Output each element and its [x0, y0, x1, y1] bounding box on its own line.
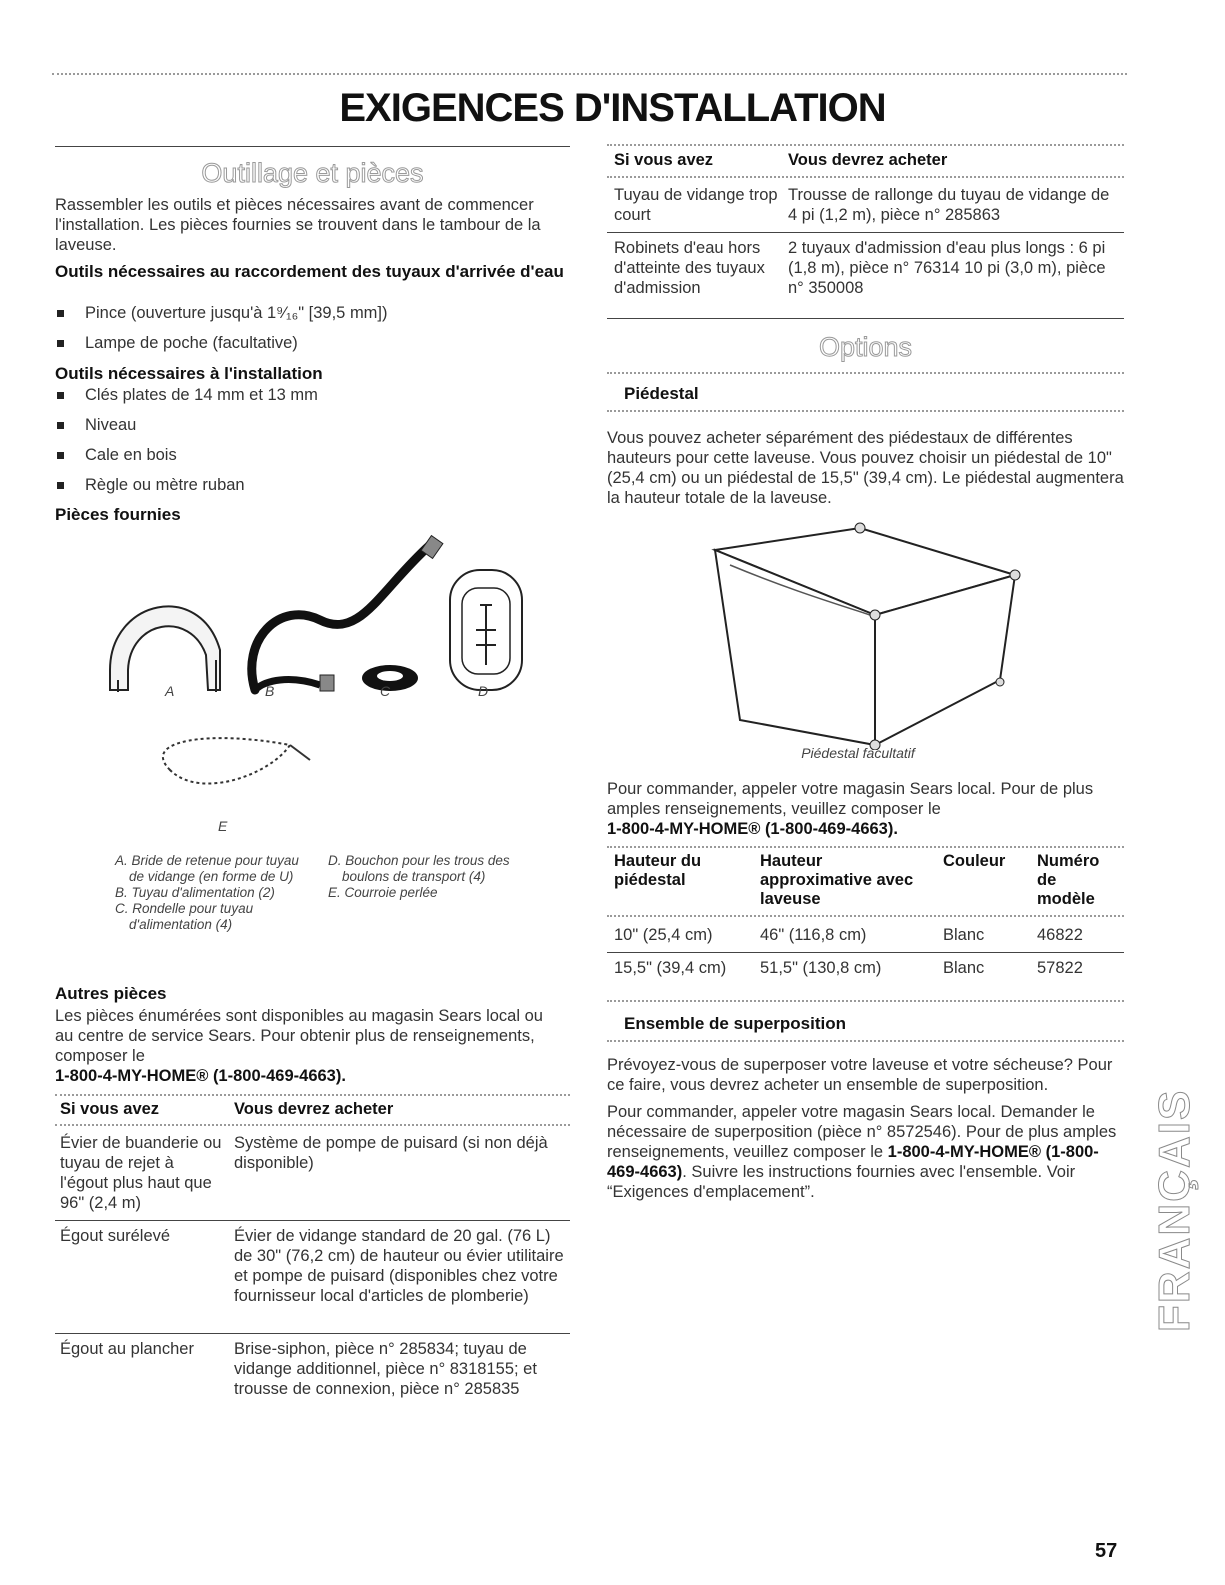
table-cell: Blanc: [943, 926, 985, 944]
table-header: Numéro de modèle: [1037, 852, 1100, 908]
page-number: 57: [1095, 1540, 1118, 1562]
table-header: Couleur: [943, 852, 1006, 870]
legend-item: D. Bouchon pour les trous des boulons de transport (4): [328, 853, 510, 884]
table-rule: [607, 915, 1124, 917]
table-header: Vous devrez acheter: [788, 151, 948, 169]
options-section-rule: [607, 318, 1124, 319]
table-row-divider: [607, 232, 1124, 233]
subheading-rule: [607, 1040, 1124, 1042]
table-cell: Tuyau de vidange trop court: [614, 186, 778, 224]
table-header: Si vous avez: [60, 1100, 160, 1118]
parts-legend-col2: [328, 853, 528, 901]
table-cell: 57822: [1037, 959, 1083, 977]
section-title-options: Options: [818, 332, 913, 362]
tools-water-heading: Outils nécessaires au raccordement des tuyaux d'arrivée d'eau: [55, 262, 564, 281]
table-cell: 10" (25,4 cm): [614, 926, 713, 944]
table-header: Vous devrez acheter: [234, 1100, 394, 1118]
intro-text: Rassembler les outils et pièces nécessaires avant de commencer l'installation. Les pièces fournies se trouvent dans le tambour de la laveuse.: [55, 196, 541, 254]
subheading-rule: [607, 410, 1124, 412]
plug-illustration: [450, 570, 522, 690]
part-letter-a: A: [165, 683, 175, 699]
bullet-item: Clés plates de 14 mm et 13 mm: [85, 386, 318, 404]
u-bracket-illustration: [110, 606, 220, 692]
table-header: Hauteur du piédestal: [614, 852, 702, 889]
table-row-divider: [55, 1333, 570, 1334]
part-letter-e: E: [218, 818, 228, 834]
legend-item: C. Rondelle pour tuyau d'alimentation (4): [115, 901, 254, 932]
parts-heading: Pièces fournies: [55, 505, 181, 524]
bullet-item: Cale en bois: [85, 446, 177, 464]
parts-legend-col1: [115, 853, 315, 933]
part-letter-c: C: [380, 683, 391, 699]
table-cell: 15,5" (39,4 cm): [614, 959, 727, 977]
bullet-item: Règle ou mètre ruban: [85, 476, 245, 494]
pedestal-illustration: [700, 520, 1030, 750]
phone-number: 1-800-4-MY-HOME® (1-800-469-4663).: [55, 1067, 346, 1085]
subheading-rule: [607, 1000, 1124, 1002]
table-rule: [607, 144, 1124, 146]
table-rule: [55, 1094, 570, 1096]
subheading-rule: [607, 372, 1124, 374]
top-rule: [52, 73, 1127, 75]
table-row-divider: [607, 952, 1124, 953]
table-cell: Système de pompe de puisard (si non déjà disponible): [234, 1134, 548, 1172]
tools-install-heading: Outils nécessaires à l'installation: [55, 364, 323, 383]
phone-number: 1-800-4-MY-HOME® (1-800-469-4663): [607, 1143, 1099, 1181]
legend-item: E. Courroie perlée: [328, 885, 438, 900]
section-title-tools-parts: Outillage et pièces: [201, 158, 424, 188]
stack-kit-order-text: Pour commander, appeler votre magasin Sears local. Demander le nécessaire de superposition (pièce n° 8572546). Pour de plus amples renseignements, veuillez composer le 1-800-4-MY-HOME® (1-800-469-4663). Suivre les instructions fournies avec l'ensemble. Voir “Exigences d'emplacement”.: [607, 1103, 1117, 1201]
table-rule: [607, 846, 1124, 848]
other-parts-text: Les pièces énumérées sont disponibles au magasin Sears local ou au centre de service Sears. Pour obtenir plus de renseignements, composer le 1-800-4-MY-HOME® (1-800-469-4663).: [55, 1007, 543, 1085]
table-cell: Brise-siphon, pièce n° 285834; tuyau de vidange additionnel, pièce n° 8318155; et trousse de connexion, pièce n° 285835: [234, 1340, 537, 1398]
bullet-item: Pince (ouverture jusqu'à 1⁹⁄₁₆" [39,5 mm]): [85, 304, 388, 322]
table-cell: Trousse de rallonge du tuyau de vidange de 4 pi (1,2 m), pièce n° 285863: [788, 186, 1110, 224]
table-cell: Blanc: [943, 959, 985, 977]
page-title: EXIGENCES D'INSTALLATION: [339, 86, 886, 130]
table-cell: Évier de vidange standard de 20 gal. (76 L) de 30" (76,2 cm) de hauteur ou évier utilitaire et pompe de puisard (disponibles chez votre fournisseur local d'articles de plomberie): [234, 1227, 564, 1305]
table-row-divider: [55, 1220, 570, 1221]
pedestal-heading: Piédestal: [624, 384, 699, 403]
table-cell: 46822: [1037, 926, 1083, 944]
table-header: Si vous avez: [614, 151, 714, 169]
table-rule: [55, 1124, 570, 1126]
pedestal-text: Vous pouvez acheter séparément des piédestaux de différentes hauteurs pour cette laveuse. Vous pouvez choisir un piédestal de 10" (25,4 cm) ou un piédestal de 15,5" (39,4 cm). Le piédestal augmentera la hauteur totale de la laveuse.: [607, 429, 1124, 507]
part-letter-d: D: [478, 683, 489, 699]
legend-item: B. Tuyau d'alimentation (2): [115, 885, 275, 900]
pedestal-caption: Piédestal facultatif: [801, 745, 915, 761]
language-side-tab: FRANÇAIS: [1150, 1088, 1199, 1332]
table-header: Hauteur approximative avec laveuse: [760, 852, 914, 908]
phone-number: 1-800-4-MY-HOME® (1-800-469-4663).: [607, 820, 898, 838]
table-cell: 2 tuyaux d'admission d'eau plus longs : 6 pi (1,8 m), pièce n° 76314 10 pi (3,0 m), pièce n° 350008: [788, 239, 1106, 297]
stack-kit-text: Prévoyez-vous de superposer votre laveuse et votre sécheuse? Pour ce faire, vous devrez acheter un ensemble de superposition.: [607, 1056, 1113, 1094]
bullet-item: Niveau: [85, 416, 137, 434]
fill-hose-illustration: [252, 536, 443, 691]
table-cell: Évier de buanderie ou tuyau de rejet à l'égout plus haut que 96" (2,4 m): [60, 1134, 222, 1212]
legend-item: A. Bride de retenue pour tuyau de vidange (en forme de U): [115, 853, 299, 884]
pedestal-order-text: Pour commander, appeler votre magasin Sears local. Pour de plus amples renseignements, veuillez composer le 1-800-4-MY-HOME® (1-800-469-4663).: [607, 780, 1094, 838]
part-letter-b: B: [265, 683, 275, 699]
table-cell: Robinets d'eau hors d'atteinte des tuyaux d'admission: [614, 239, 765, 297]
table-rule: [607, 176, 1124, 178]
bullet-item: Lampe de poche (facultative): [85, 334, 298, 352]
left-section-rule: [55, 146, 570, 147]
stack-kit-heading: Ensemble de superposition: [624, 1014, 846, 1033]
table-cell: Égout surélevé: [60, 1227, 171, 1245]
beaded-strap-illustration: [163, 738, 310, 783]
table-cell: 51,5" (130,8 cm): [760, 959, 882, 977]
other-parts-heading: Autres pièces: [55, 984, 167, 1003]
table-cell: Égout au plancher: [60, 1340, 194, 1358]
table-cell: 46" (116,8 cm): [760, 926, 867, 944]
